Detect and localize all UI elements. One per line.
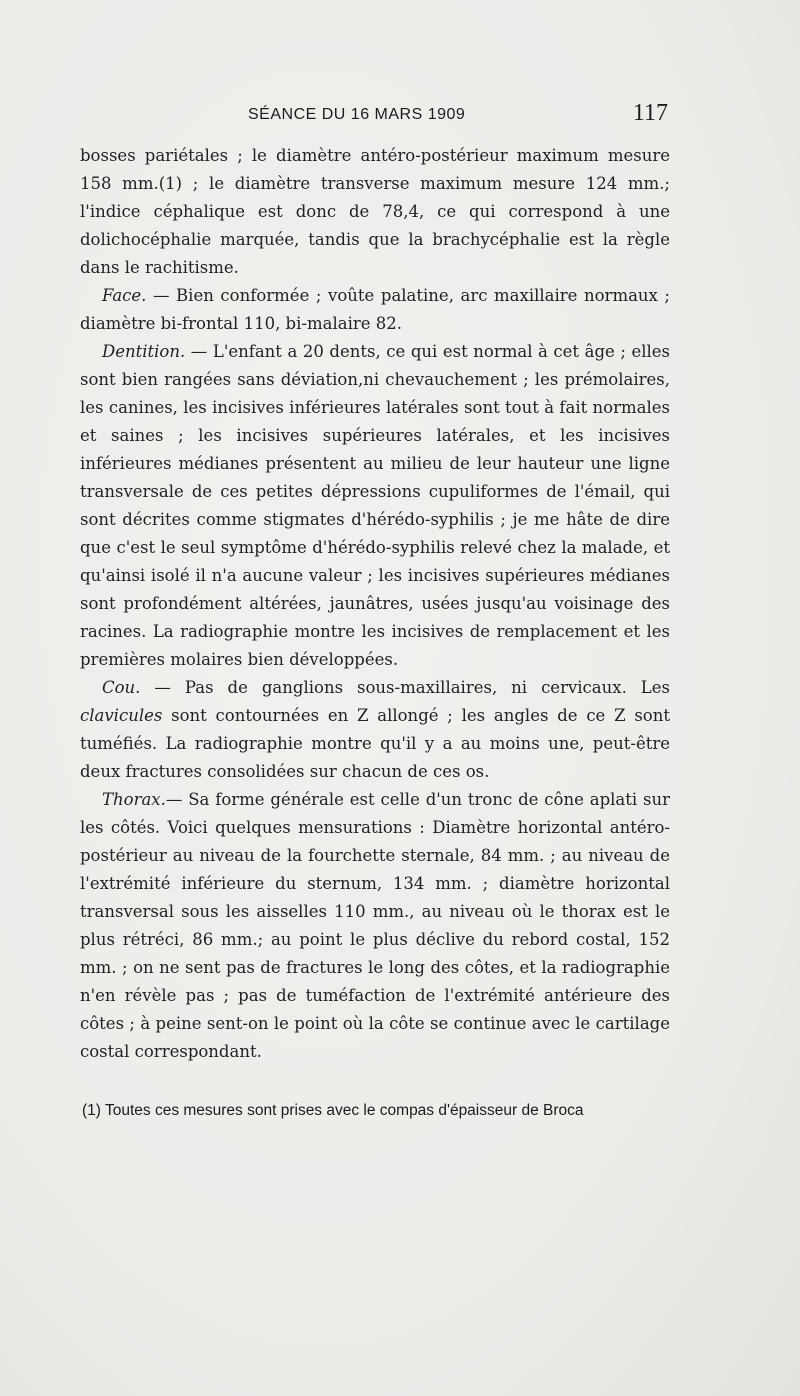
running-title: SÉANCE DU 16 MARS 1909 xyxy=(248,106,466,123)
page-header xyxy=(78,100,668,134)
paragraph-italic-term: clavicules xyxy=(80,706,163,725)
paragraph-continuation xyxy=(80,142,670,282)
page-number: 117 xyxy=(632,100,668,126)
paragraph-text: — Pas de ganglions sous-maxillaires, ni cervicaux. Les xyxy=(140,678,670,697)
paragraph-text: — L'enfant a 20 dents, ce qui est normal à cet âge ; elles sont bien rangées sans déviation,ni chevauchement ; les prémolaires, les canines, les incisives inférieures latérales sont tout à fait normales et saines ; les incisives supérieures latérales, et les incisives inférieures médianes présentent au milieu de leur hauteur une ligne transversale de ces petites dépressions cupuliformes de l'émail, qui sont décrites comme stigmates d'hérédo-syphilis ; je me hâte de dire que c'est le seul symptôme d'hérédo-syphilis relevé chez la malade, et qu'ainsi isolé il n'a aucune valeur ; les incisives supérieures médianes sont profondément altérées, jaunâtres, usées jusqu'au voisinage des racines. La radiographie montre les incisives de remplacement et les premières molaires bien développées. xyxy=(80,342,670,669)
paragraph-thorax xyxy=(80,786,670,1066)
paragraph-face xyxy=(80,282,670,338)
paragraph-text: — Bien conformée ; voûte palatine, arc maxillaire normaux ; diamètre bi-frontal 110, bi-malaire 82. xyxy=(80,286,670,333)
paragraph-text: — Sa forme générale est celle d'un tronc de cône aplati sur les côtés. Voici quelques mensurations : Diamètre horizontal antéro-postérieur au niveau de la fourchette sternale, 84 mm. ; au niveau de l'extrémité inférieure du sternum, 134 mm. ; diamètre horizontal transversal sous les aisselles 110 mm., au niveau où le thorax est le plus rétréci, 86 mm.; au point le plus déclive du rebord costal, 152 mm. ; on ne sent pas de fractures le long des côtes, et la radiographie n'en révèle pas ; pas de tuméfaction de l'extrémité antérieure des côtes ; à peine sent-on le point où la côte se continue avec le cartilage costal correspondant. xyxy=(80,790,670,1061)
paragraph-text-after: sont contournées en Z allongé ; les angles de ce Z sont tuméfiés. La radiographie montre qu'il y a au moins une, peut-être deux fractures consolidées sur chacun de ces os. xyxy=(80,706,670,781)
paragraph-lead: Face. xyxy=(102,286,147,305)
footnote: (1) Toutes ces mesures sont prises avec le compas d'épaisseur de Broca xyxy=(82,1102,584,1119)
paragraph-lead: Thorax. xyxy=(102,790,166,809)
paragraph-lead: Dentition. xyxy=(102,342,186,361)
paragraph-lead: Cou. xyxy=(102,678,141,697)
paragraph-text: bosses pariétales ; le diamètre antéro-postérieur maximum mesure 158 mm.(1) ; le diamètre transverse maximum mesure 124 mm.; l'indice céphalique est donc de 78,4, ce qui correspond à une dolichocéphalie marquée, tandis que la brachycéphalie est la règle dans le rachitisme. xyxy=(80,146,670,277)
paragraph-dentition xyxy=(80,338,670,674)
paragraph-cou xyxy=(80,674,670,786)
body-text xyxy=(80,142,670,1066)
